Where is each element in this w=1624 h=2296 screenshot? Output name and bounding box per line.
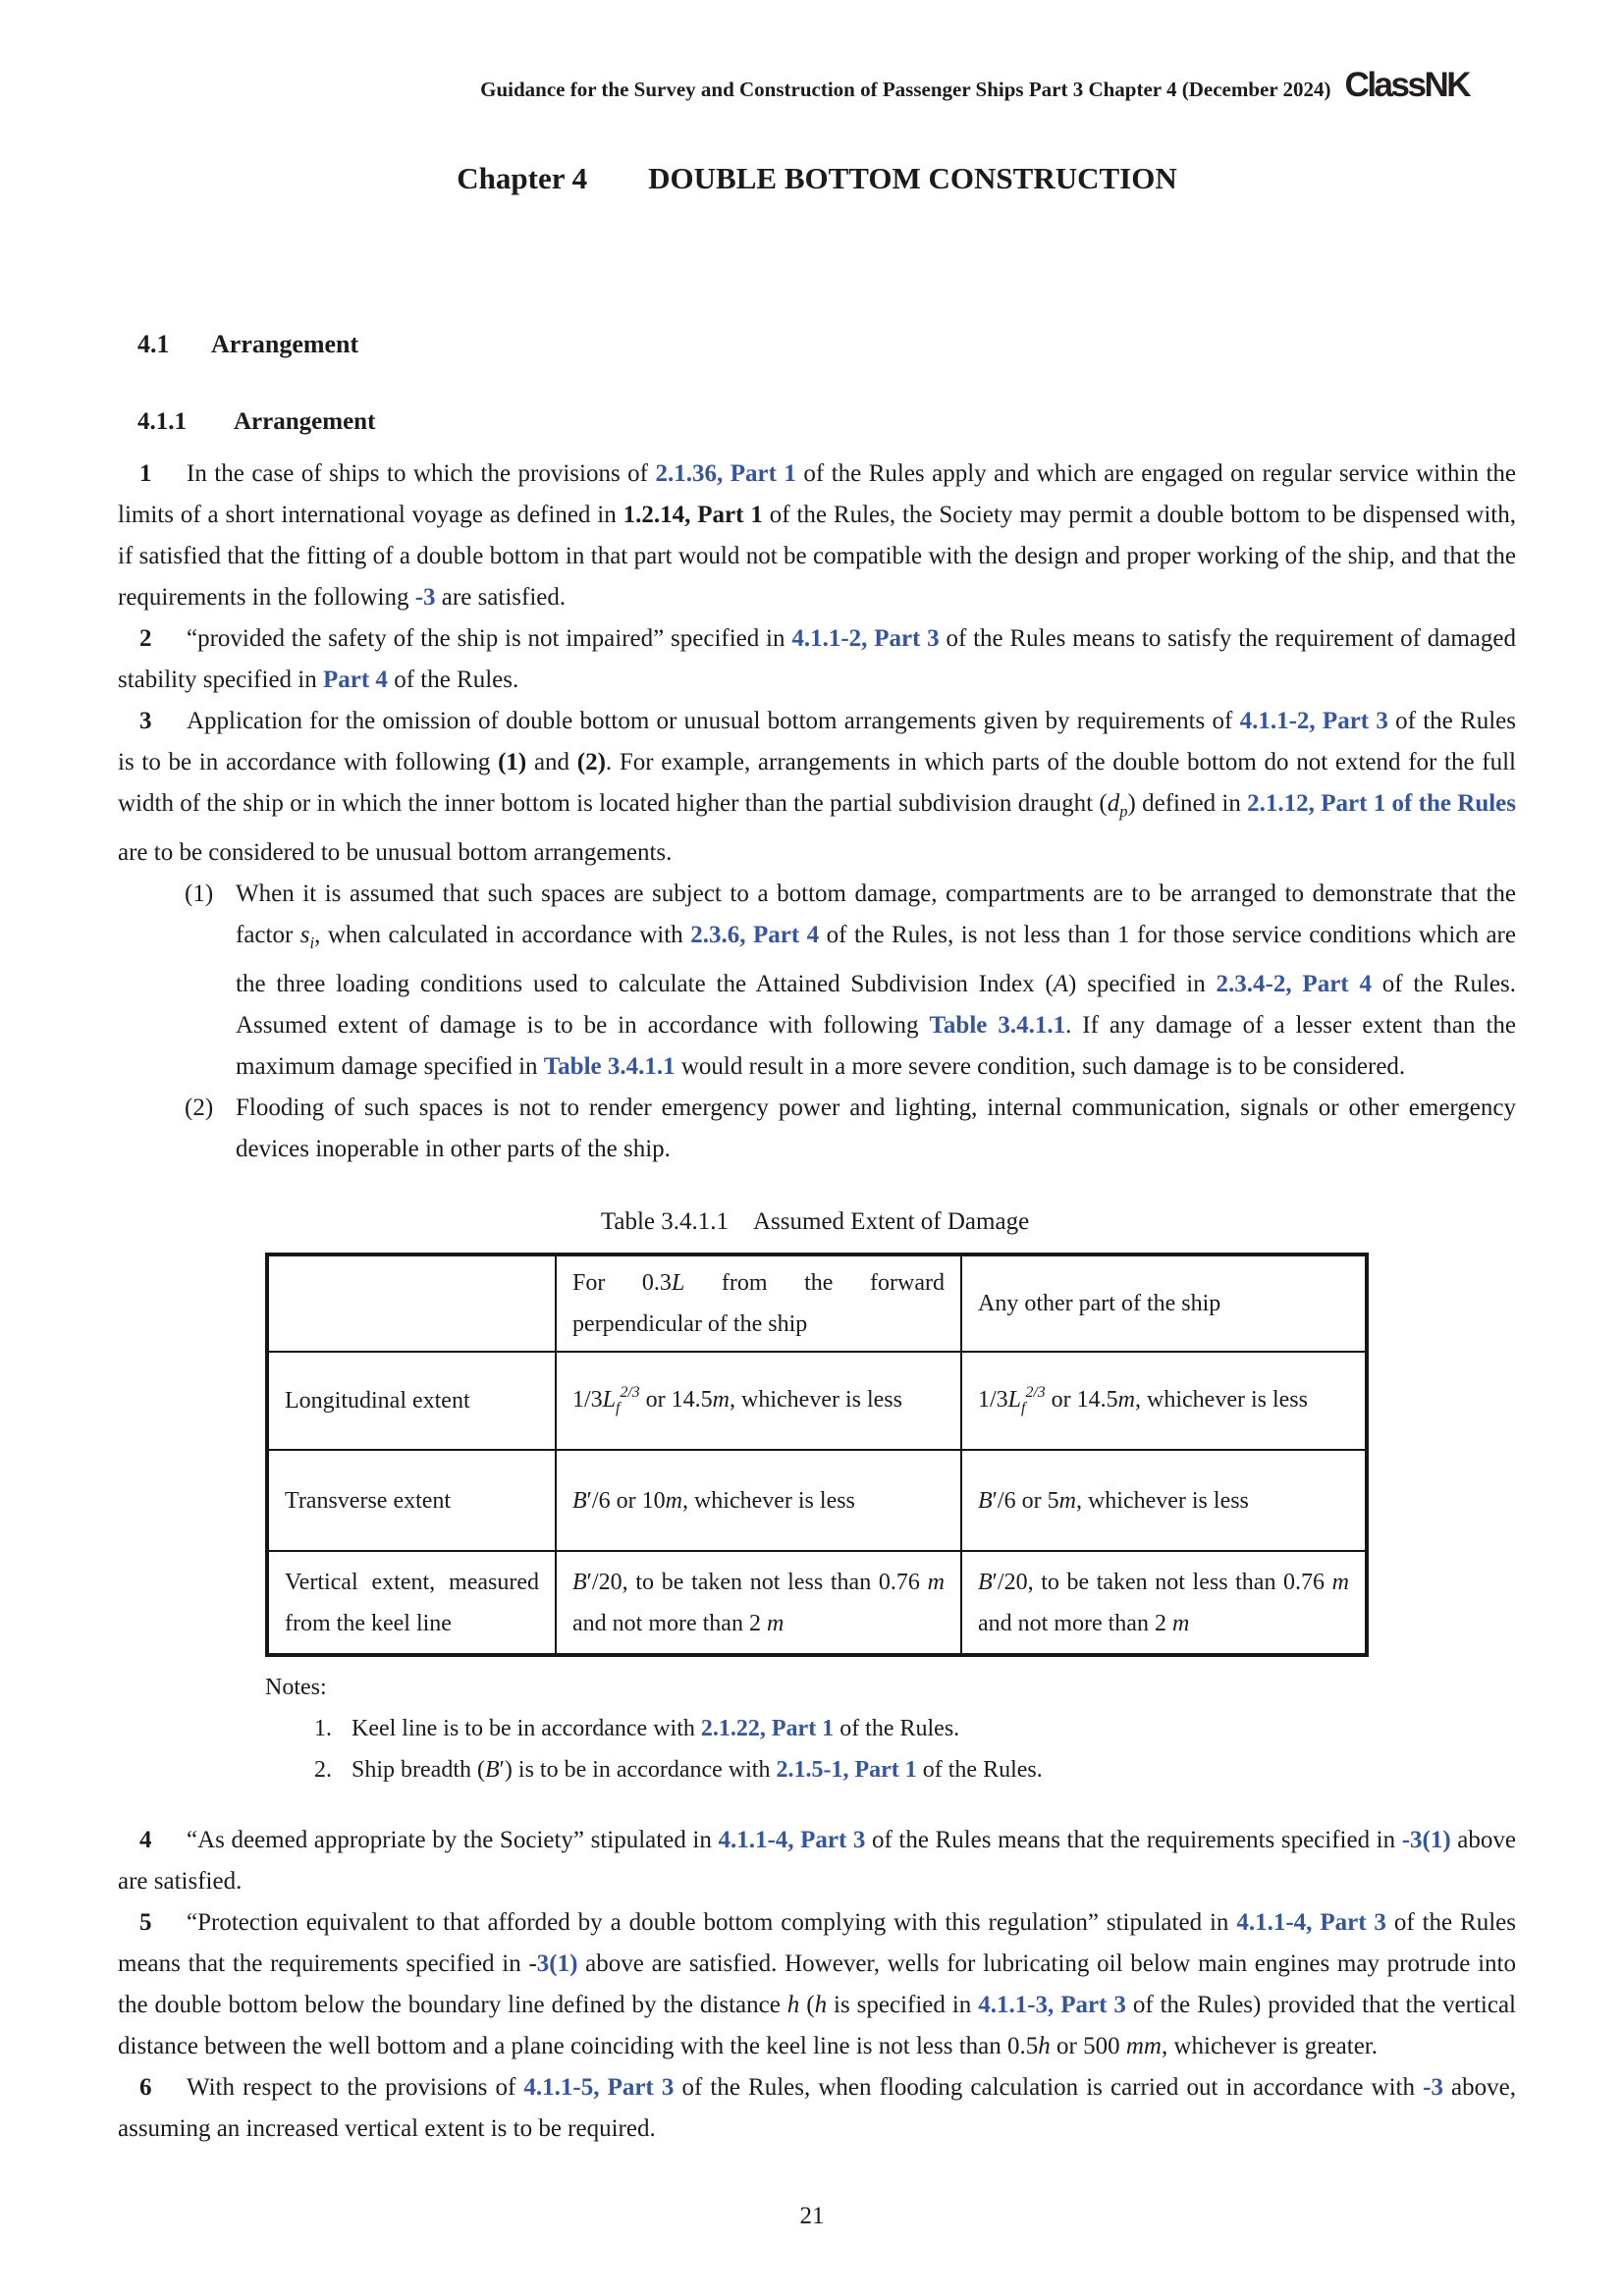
- text-segment: are to be considered to be unusual bottom arrangements.: [118, 839, 673, 866]
- text-segment: For 0.3: [572, 1270, 672, 1296]
- text-segment: (2): [576, 749, 606, 775]
- text-segment: Application for the omission of double bottom or unusual bottom arrangements given by requirements of: [187, 708, 1240, 734]
- text-segment: m: [927, 1569, 945, 1595]
- text-segment: of the Rules means to satisfy the requirement of damaged stability specified in: [118, 625, 1516, 693]
- text-segment: above are satisfied. However, wells for lubricating oil below main engines may protrude into the double bottom below the boundary line defined by the distance: [118, 1950, 1516, 2018]
- cross-reference-link[interactable]: 4.1.1-2, Part 3: [1239, 708, 1388, 734]
- header-cell-empty: [267, 1255, 556, 1352]
- text-segment: of the Rules means that the requirements specified in -: [118, 1909, 1516, 1977]
- text-segment: of the Rules.: [834, 1716, 960, 1741]
- table-header-row: [267, 1255, 1367, 1352]
- running-header-text: Guidance for the Survey and Construction of Passenger Ships Part 3 Chapter 4 (December 2024): [480, 78, 1331, 101]
- text-segment: 2.: [314, 1757, 332, 1783]
- section-heading-41: [137, 326, 1516, 363]
- text-segment: , when calculated in accordance with: [314, 922, 691, 948]
- text-segment: Any other part of the ship: [978, 1291, 1221, 1316]
- subsection-number: 4.1.1: [137, 408, 187, 435]
- text-segment: 4: [139, 1827, 152, 1853]
- page-number: 21: [799, 2203, 825, 2229]
- table-row-longitudinal: [267, 1352, 1367, 1450]
- text-segment: A: [1053, 971, 1069, 997]
- text-segment: Transverse extent: [285, 1487, 452, 1514]
- text-segment: of the Rules apply and which are engaged on regular service within the limits of a short international voyage as defined in: [118, 460, 1516, 528]
- text-segment: are satisfied.: [435, 584, 567, 611]
- text-segment: (1): [185, 881, 214, 907]
- text-segment: 6: [139, 2074, 152, 2101]
- text-segment: and not more than 2: [978, 1610, 1172, 1636]
- text-segment: mm: [1125, 2033, 1162, 2059]
- list-item-1: [118, 874, 1516, 1088]
- text-segment: m: [1331, 1569, 1349, 1595]
- text-segment: Flooding of such spaces is not to render emergency power and lighting, internal communication, signals or other emergency devices inoperable in other parts of the ship.: [236, 1095, 1516, 1162]
- text-segment: of the Rules) provided that the vertical distance between the well bottom and a plane coinciding with the keel line is not less than 0.5: [118, 1992, 1516, 2059]
- paragraph-4: [118, 1820, 1516, 1902]
- text-segment: . For example, arrangements in which parts of the double bottom do not extend for the full width of the ship or in which the inner bottom is located higher than the partial subdivision draught (: [118, 749, 1516, 817]
- text-segment: of the Rules, when flooding calculation is carried out in accordance with: [674, 2074, 1424, 2101]
- cross-reference-link[interactable]: -3: [414, 584, 436, 611]
- text-segment: , whichever is less: [1135, 1387, 1308, 1413]
- paragraph-2: [118, 618, 1516, 701]
- classnk-logo: ClassNK: [1344, 66, 1469, 104]
- notes-label: Notes:: [265, 1675, 327, 1700]
- text-segment: 3: [139, 708, 152, 734]
- text-segment: L: [602, 1387, 617, 1413]
- text-segment: h: [786, 1992, 800, 2018]
- text-segment: from the forward perpendicular of the ship: [572, 1270, 945, 1337]
- text-segment: i: [309, 934, 315, 952]
- text-segment: Ship breadth (: [352, 1757, 485, 1783]
- text-segment: of the Rules, the Society may permit a double bottom to be dispensed with, if satisfied that the fitting of a double bottom in that part would not be compatible with the design and proper working of the ship, and that the requirements in the following: [118, 502, 1516, 611]
- text-segment: 2/3: [620, 1384, 640, 1401]
- cross-reference-link[interactable]: 4.1.1-2, Part 3: [791, 625, 940, 652]
- list-item-2: [118, 1088, 1516, 1170]
- text-segment: of the Rules is to be in accordance with following: [118, 708, 1516, 775]
- text-segment: L: [671, 1270, 685, 1296]
- cell-vertical-other: [961, 1551, 1367, 1655]
- text-segment: ′/20, to be taken not less than 0.76: [586, 1569, 928, 1595]
- cell-longitudinal-other: [961, 1352, 1367, 1450]
- text-segment: (2): [185, 1095, 214, 1121]
- note-item-1: [314, 1708, 1516, 1749]
- text-segment: above are satisfied.: [118, 1827, 1516, 1895]
- text-segment: , whichever is less: [730, 1387, 902, 1413]
- text-segment: B: [978, 1487, 993, 1514]
- header-cell-forward: [556, 1255, 961, 1352]
- text-segment: f: [1021, 1400, 1026, 1416]
- row-label-vertical: [267, 1551, 556, 1655]
- assumed-extent-of-damage-table: [265, 1253, 1369, 1657]
- table-notes: [265, 1667, 1516, 1790]
- subsection-title: Arrangement: [234, 408, 376, 435]
- cross-reference-link[interactable]: -3(1): [1401, 1827, 1451, 1853]
- text-segment: ′/6 or 10: [586, 1487, 666, 1514]
- text-segment: 1.: [314, 1716, 332, 1741]
- text-segment: (1): [498, 749, 527, 775]
- text-segment: Longitudinal extent: [285, 1388, 470, 1414]
- text-segment: above, assuming an increased vertical extent is to be required.: [118, 2074, 1516, 2142]
- text-segment: or 14.5: [639, 1387, 713, 1413]
- cell-vertical-forward: [556, 1551, 961, 1655]
- text-segment: , whichever is less: [1075, 1487, 1249, 1514]
- text-segment: In the case of ships to which the provisions of: [187, 460, 656, 487]
- table-row-transverse: [267, 1450, 1367, 1551]
- cross-reference-link[interactable]: 3(1): [536, 1950, 578, 1977]
- text-segment: d: [1107, 790, 1120, 817]
- header-cell-other: [961, 1255, 1367, 1352]
- cell-transverse-other: [961, 1450, 1367, 1551]
- text-segment: h: [814, 1992, 828, 2018]
- text-segment: of the Rules.: [387, 667, 519, 693]
- running-header: [118, 66, 1469, 104]
- text-segment: m: [712, 1387, 731, 1413]
- text-segment: h: [1038, 2033, 1051, 2059]
- text-segment: s: [299, 922, 310, 948]
- subsection-heading-411: [137, 404, 1516, 440]
- text-segment: 1/3: [978, 1387, 1008, 1413]
- text-segment: With respect to the provisions of: [187, 2074, 524, 2101]
- text-segment: B: [484, 1757, 500, 1783]
- chapter-heading: [118, 157, 1516, 200]
- cross-reference-link[interactable]: -3: [1423, 2074, 1443, 2101]
- paragraph-1: [118, 454, 1516, 618]
- row-label-longitudinal: [267, 1352, 556, 1450]
- section-title: Arrangement: [211, 330, 359, 358]
- text-segment: Vertical extent, measured from the keel line: [285, 1569, 539, 1636]
- text-segment: Keel line is to be in accordance with: [352, 1716, 701, 1741]
- text-segment: f: [616, 1400, 621, 1416]
- text-segment: B: [978, 1569, 993, 1595]
- text-segment: or 500: [1050, 2033, 1126, 2059]
- cell-transverse-forward: [556, 1450, 961, 1551]
- paragraph-6: [118, 2067, 1516, 2150]
- cross-reference-link[interactable]: 4.1.1-4, Part 3: [1236, 1909, 1386, 1936]
- paragraph-5: [118, 1902, 1516, 2067]
- table-title: Table 3.4.1.1 Assumed Extent of Damage: [600, 1208, 1030, 1235]
- table-3411-block: [118, 1201, 1516, 1790]
- text-segment: 1.2.14, Part 1: [623, 502, 763, 528]
- text-segment: 2/3: [1025, 1384, 1046, 1401]
- text-segment: 5: [139, 1909, 152, 1936]
- cross-reference-link[interactable]: 2.3.4-2, Part 4: [1216, 971, 1372, 997]
- text-segment: 1/3: [572, 1387, 603, 1413]
- text-segment: When it is assumed that such spaces are subject to a bottom damage, compartments are to be arranged to demonstrate that the factor: [236, 881, 1516, 948]
- row-label-transverse: [267, 1450, 556, 1551]
- text-segment: and not more than 2: [572, 1610, 767, 1636]
- text-segment: and: [526, 749, 577, 775]
- text-segment: is specified in: [827, 1992, 979, 2018]
- cell-longitudinal-forward: [556, 1352, 961, 1450]
- text-segment: , whichever is greater.: [1161, 2033, 1378, 2059]
- cross-reference-link[interactable]: 4.1.1-4, Part 3: [718, 1827, 866, 1853]
- cross-reference-link[interactable]: 2.1.36, Part 1: [655, 460, 796, 487]
- cross-reference-link[interactable]: Table 3.4.1.1: [929, 1012, 1066, 1039]
- text-segment: ) defined in: [1127, 790, 1248, 817]
- text-segment: . If any damage of a lesser extent than the maximum damage specified in: [236, 1012, 1516, 1080]
- cross-reference-link[interactable]: 2.3.6, Part 4: [690, 922, 820, 948]
- text-segment: of the Rules. Assumed extent of damage is to be in accordance with following: [236, 971, 1516, 1039]
- chapter-title: DOUBLE BOTTOM CONSTRUCTION: [648, 161, 1177, 195]
- text-segment: B: [572, 1569, 587, 1595]
- text-segment: of the Rules means that the requirements specified in: [865, 1827, 1402, 1853]
- text-segment: ′) is to be in accordance with: [499, 1757, 777, 1783]
- text-segment: of the Rules.: [916, 1757, 1043, 1783]
- text-segment: (: [799, 1992, 815, 2018]
- cross-reference-link[interactable]: 4.1.1-3, Part 3: [978, 1992, 1126, 2018]
- cross-reference-link[interactable]: 2.1.12, Part 1 of the Rules: [1247, 790, 1517, 817]
- text-segment: or 14.5: [1045, 1387, 1118, 1413]
- text-segment: “provided the safety of the ship is not impaired” specified in: [187, 625, 792, 652]
- table-row-vertical: [267, 1551, 1367, 1655]
- section-number: 4.1: [137, 330, 170, 358]
- text-segment: “As deemed appropriate by the Society” stipulated in: [187, 1827, 719, 1853]
- chapter-label: Chapter 4: [457, 161, 588, 195]
- text-segment: m: [665, 1487, 682, 1514]
- cross-reference-link[interactable]: 2.1.22, Part 1: [700, 1716, 835, 1741]
- text-segment: m: [1171, 1610, 1190, 1636]
- text-segment: 2: [139, 625, 152, 652]
- text-segment: p: [1119, 802, 1128, 821]
- text-segment: ) specified in: [1068, 971, 1217, 997]
- text-segment: , whichever is less: [681, 1487, 855, 1514]
- cross-reference-link[interactable]: 2.1.5-1, Part 1: [776, 1757, 917, 1783]
- text-segment: m: [1058, 1487, 1076, 1514]
- paragraph-3: [118, 701, 1516, 874]
- text-segment: B: [572, 1487, 587, 1514]
- cross-reference-link[interactable]: Part 4: [322, 667, 388, 693]
- text-segment: of the Rules, is not less than 1 for those service conditions which are the three loading conditions used to calculate the Attained Subdivision Index (: [236, 922, 1516, 997]
- text-segment: ′/20, to be taken not less than 0.76: [992, 1569, 1332, 1595]
- text-segment: would result in a more severe condition, such damage is to be considered.: [675, 1053, 1406, 1080]
- text-segment: 1: [139, 460, 152, 487]
- text-segment: “Protection equivalent to that afforded by a double bottom complying with this regulation” stipulated in: [187, 1909, 1237, 1936]
- text-segment: ′/6 or 5: [992, 1487, 1059, 1514]
- text-segment: m: [1117, 1387, 1136, 1413]
- note-item-2: [314, 1749, 1516, 1790]
- cross-reference-link[interactable]: Table 3.4.1.1: [543, 1053, 676, 1080]
- text-segment: L: [1007, 1387, 1022, 1413]
- cross-reference-link[interactable]: 4.1.1-5, Part 3: [523, 2074, 675, 2101]
- text-segment: m: [766, 1610, 785, 1636]
